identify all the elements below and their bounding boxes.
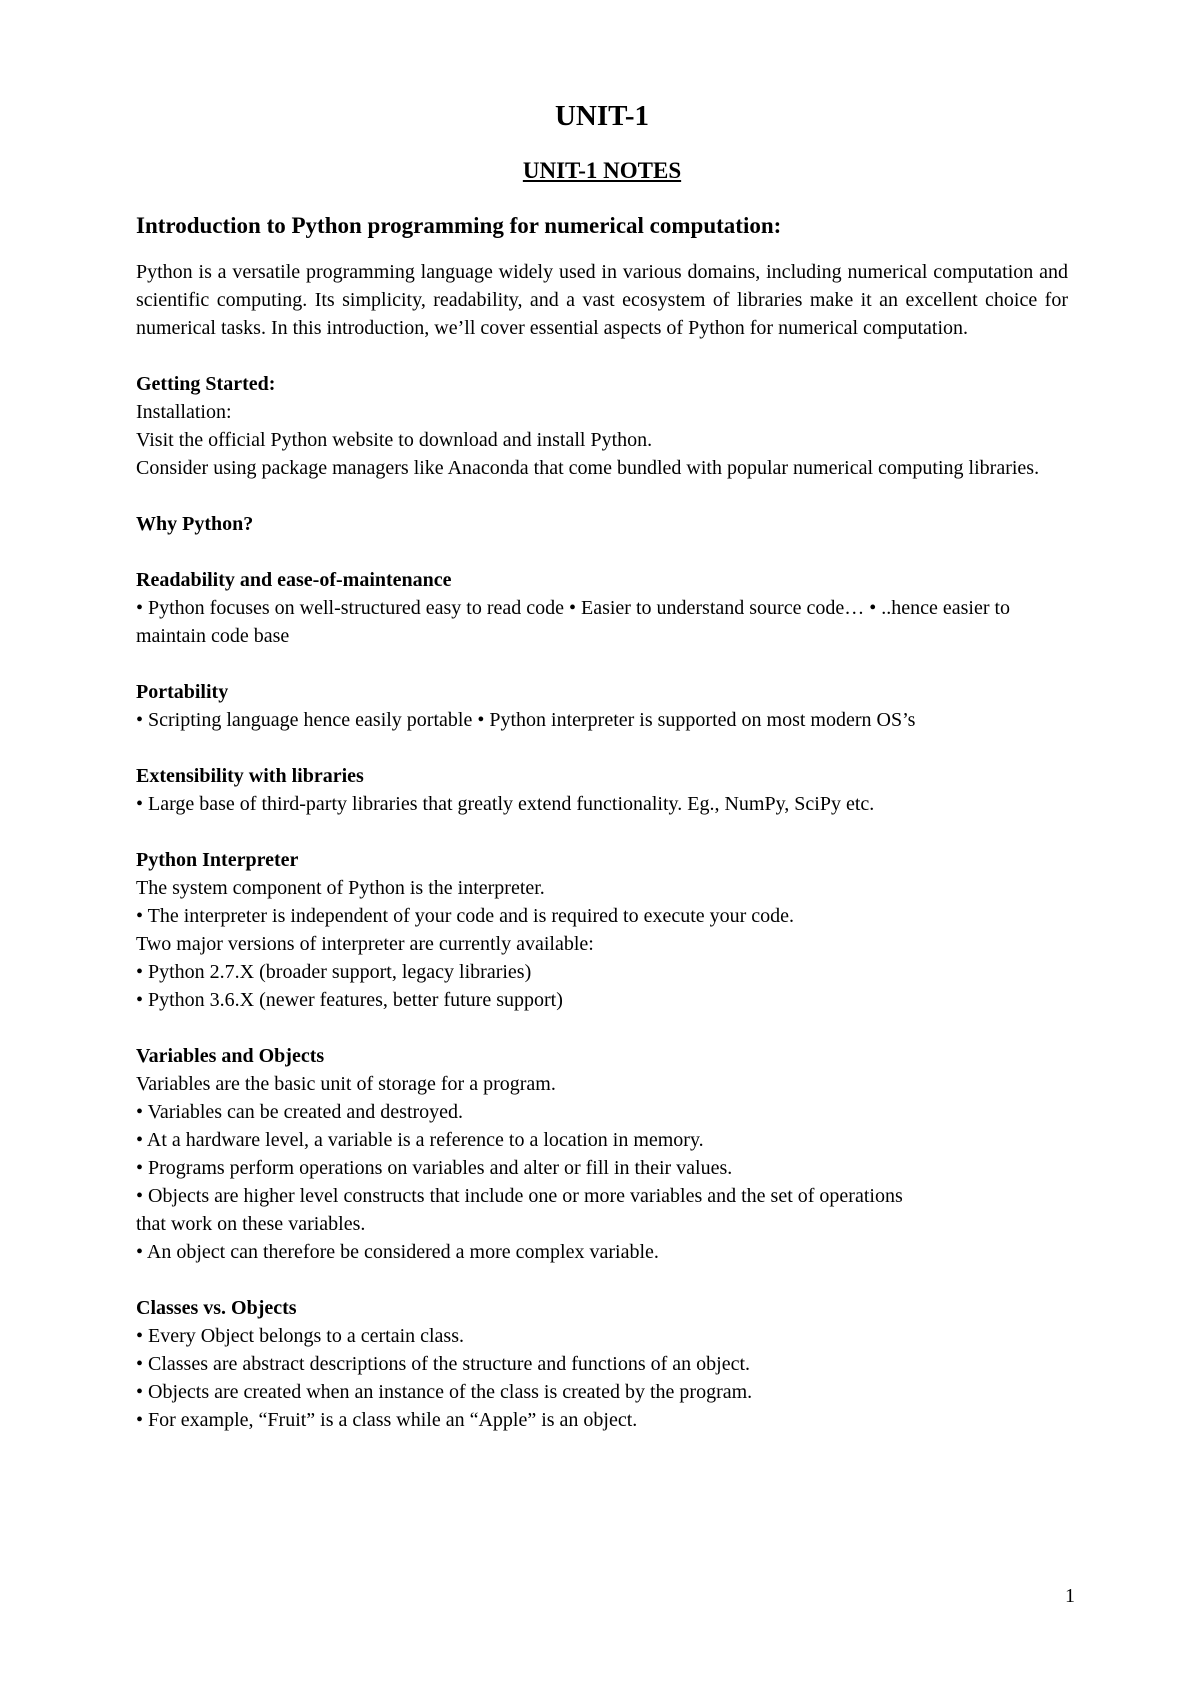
getting-started-line: Consider using package managers like Anaconda that come bundled with popular numerical computing libraries. — [136, 457, 1040, 479]
readability-section — [136, 566, 1068, 650]
page-content — [136, 98, 1068, 1462]
why-python-section — [136, 510, 1068, 538]
variables-line: • Programs perform operations on variables and alter or fill in their values. — [136, 1157, 733, 1179]
interpreter-line: Two major versions of interpreter are currently available: — [136, 933, 594, 955]
variables-line: • Objects are higher level constructs that include one or more variables and the set of operations that work on these variables. — [136, 1185, 903, 1235]
classes-section — [136, 1294, 1068, 1434]
classes-line: • For example, “Fruit” is a class while an “Apple” is an object. — [136, 1409, 638, 1431]
extensibility-line: • Large base of third-party libraries that greatly extend functionality. Eg., NumPy, SciPy etc. — [136, 793, 875, 815]
variables-line: • Variables can be created and destroyed. — [136, 1101, 464, 1123]
portability-section — [136, 678, 1068, 734]
classes-line: • Every Object belongs to a certain class. — [136, 1325, 464, 1347]
getting-started-section — [136, 370, 1068, 482]
extensibility-section — [136, 762, 1068, 818]
page-subtitle: UNIT-1 NOTES — [522, 158, 682, 183]
page-title: UNIT-1 — [554, 100, 649, 132]
extensibility-heading: Extensibility with libraries — [136, 765, 364, 787]
getting-started-heading: Getting Started: — [136, 373, 276, 395]
classes-line: • Objects are created when an instance of the class is created by the program. — [136, 1381, 753, 1403]
interpreter-line: • The interpreter is independent of your code and is required to execute your code. — [136, 905, 795, 927]
interpreter-line: • Python 3.6.X (newer features, better future support) — [136, 989, 563, 1011]
portability-heading: Portability — [136, 681, 229, 703]
page-number: 1 — [1065, 1585, 1075, 1607]
classes-heading: Classes vs. Objects — [136, 1297, 297, 1319]
interpreter-line: The system component of Python is the interpreter. — [136, 877, 545, 899]
readability-heading: Readability and ease-of-maintenance — [136, 569, 452, 591]
interpreter-section — [136, 846, 1068, 1014]
intro-paragraph: Python is a versatile programming language widely used in various domains, including numerical computation and scientific computing. Its simplicity, readability, and a vast ecosystem of libraries make it an excellent choice for numerical tasks. In this introduction, we’ll cover essential aspects of Python for numerical computation. — [136, 261, 1068, 339]
readability-line: • Python focuses on well-structured easy to read code • Easier to understand source code… • ..hence easier to maintain code base — [136, 597, 1011, 647]
variables-heading: Variables and Objects — [136, 1045, 325, 1067]
variables-line: • An object can therefore be considered a more complex variable. — [136, 1241, 659, 1263]
portability-line: • Scripting language hence easily portable • Python interpreter is supported on most modern OS’s — [136, 709, 916, 731]
main-heading: Introduction to Python programming for numerical computation: — [136, 213, 782, 238]
getting-started-line: Visit the official Python website to download and install Python. — [136, 429, 653, 451]
interpreter-line: • Python 2.7.X (broader support, legacy libraries) — [136, 961, 532, 983]
variables-line: • At a hardware level, a variable is a reference to a location in memory. — [136, 1129, 704, 1151]
classes-line: • Classes are abstract descriptions of the structure and functions of an object. — [136, 1353, 751, 1375]
getting-started-line: Installation: — [136, 401, 232, 423]
variables-section — [136, 1042, 1068, 1266]
variables-line: Variables are the basic unit of storage for a program. — [136, 1073, 556, 1095]
interpreter-heading: Python Interpreter — [136, 849, 299, 871]
intro-section — [136, 258, 1068, 342]
why-python-heading: Why Python? — [136, 513, 254, 535]
